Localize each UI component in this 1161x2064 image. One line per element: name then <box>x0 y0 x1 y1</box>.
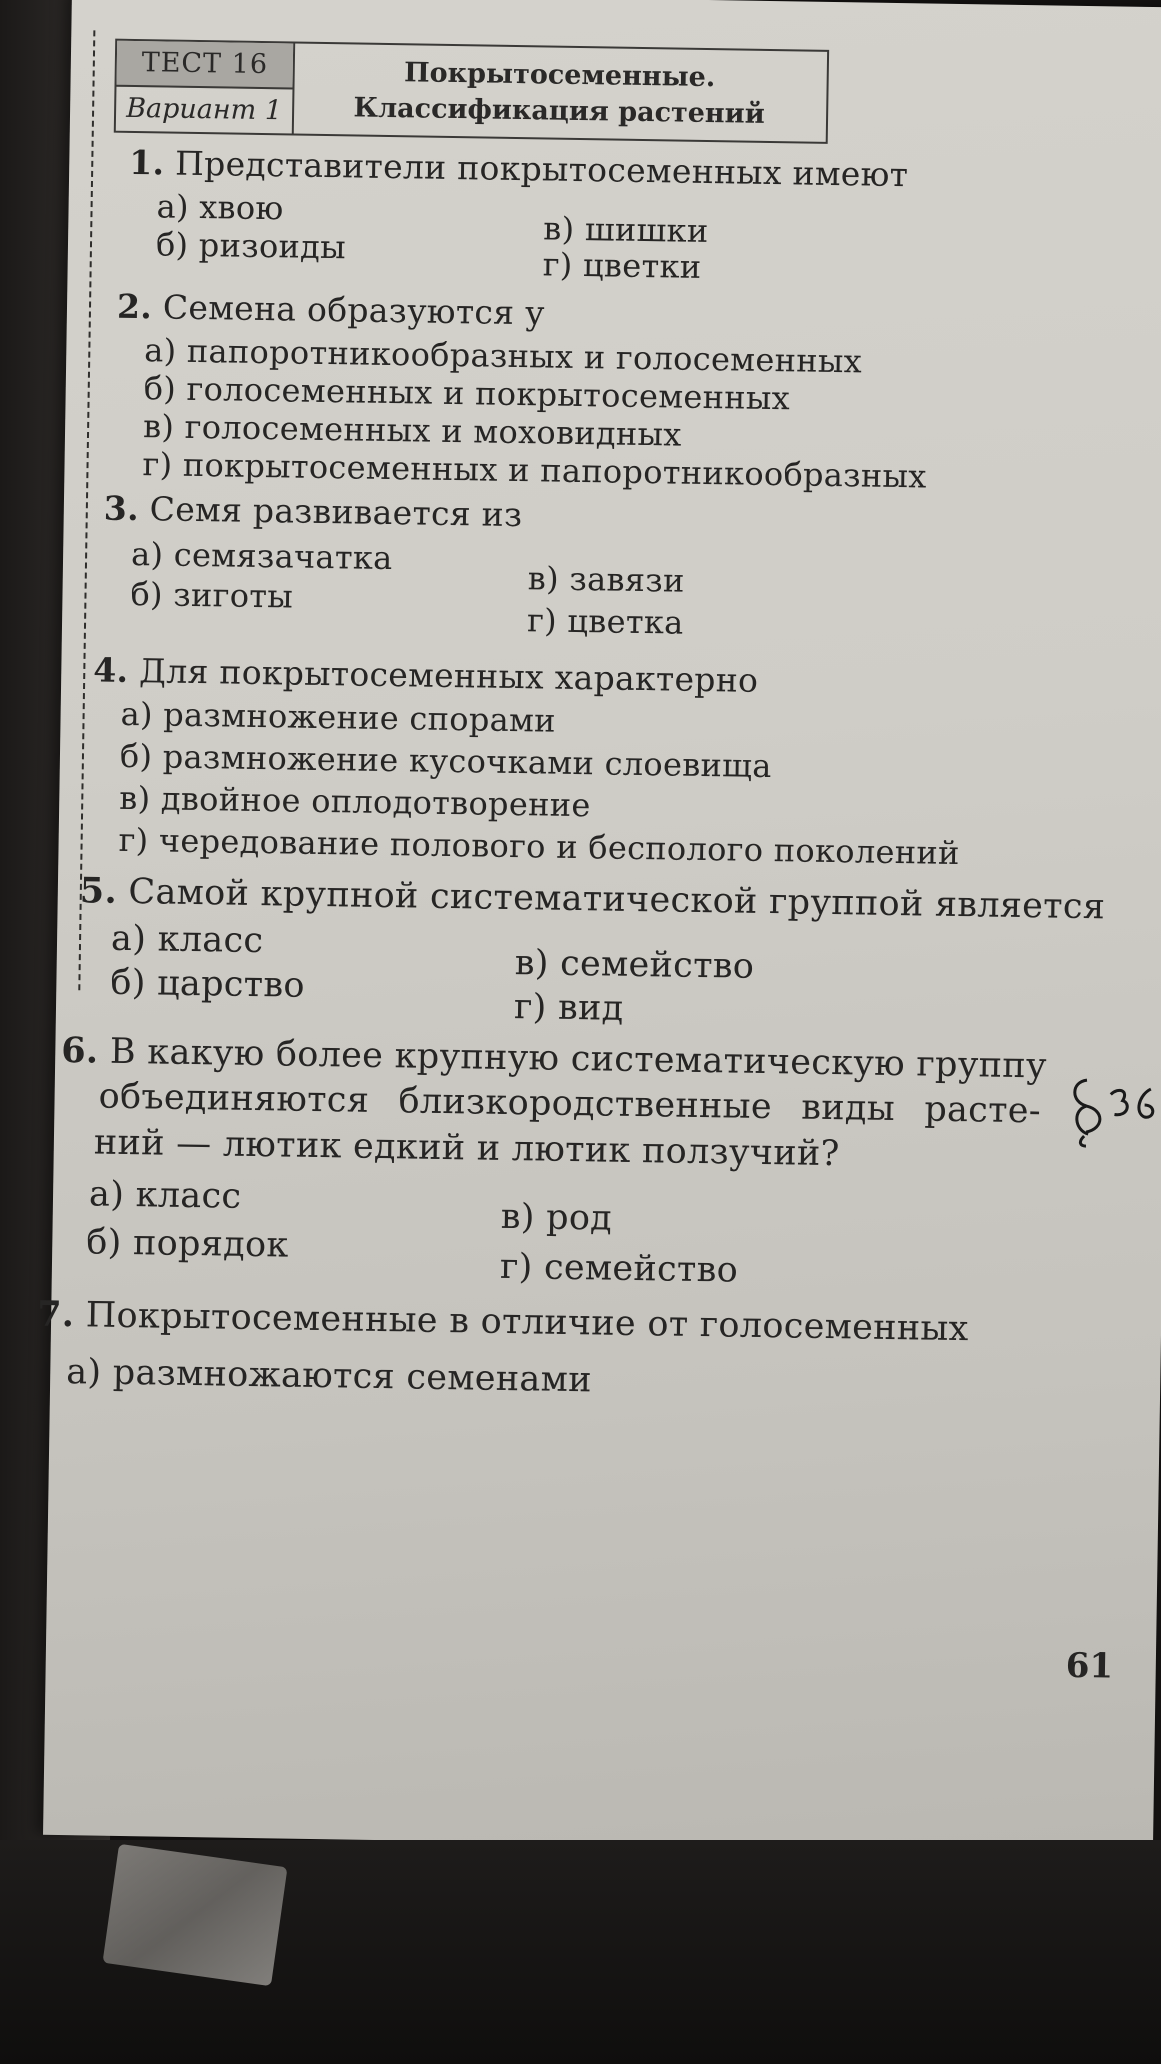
tape-piece <box>102 1844 287 1986</box>
option-g: г) чередование полового и бесполого поколений <box>118 820 960 873</box>
option-b: б) ризоиды <box>155 225 347 267</box>
test-number: ТЕСТ 16 <box>116 41 293 90</box>
option-b: б) царство <box>110 962 306 1006</box>
book-page <box>36 0 1161 1852</box>
question-text-line-2: объединяются близкородственные виды расте- <box>98 1076 1042 1132</box>
option-a: а) папоротникообразных и голосеменных <box>144 331 863 381</box>
option-g: г) покрытосеменных и папоротникообразных <box>142 445 927 496</box>
question-text-line-3: ний — лютик едкий и лютик ползучий? <box>93 1122 840 1175</box>
question-3 <box>104 489 523 535</box>
option-v: в) завязи <box>527 559 685 600</box>
question-number: 5. <box>79 870 118 912</box>
option-v: в) шишки <box>543 209 709 251</box>
option-a: а) размножаются семенами <box>65 1352 593 1401</box>
option-a: а) размножение спорами <box>120 694 557 740</box>
test-title <box>294 54 825 134</box>
question-5 <box>80 870 1106 927</box>
header-left-cell <box>116 41 295 134</box>
question-4 <box>93 650 759 699</box>
option-b: б) порядок <box>86 1222 289 1266</box>
question-number: 7. <box>36 1293 75 1336</box>
question-text-line-1: В какую более крупную систематическую группу <box>109 1031 1048 1087</box>
handwritten-note <box>1064 1072 1161 1154</box>
question-number: 3. <box>103 488 140 529</box>
option-b: б) размножение кусочками слоевища <box>119 736 772 786</box>
option-v: в) род <box>500 1196 613 1239</box>
question-7 <box>37 1294 969 1350</box>
option-g: г) цветки <box>542 245 702 286</box>
option-a: а) класс <box>110 918 264 962</box>
option-a: а) семязачатка <box>130 535 393 578</box>
option-b: б) голосеменных и покрытосеменных <box>143 369 791 418</box>
question-text: Представители покрытосеменных имеют <box>174 143 909 195</box>
option-a: а) класс <box>88 1174 242 1217</box>
question-1 <box>129 143 909 194</box>
option-b: б) зиготы <box>130 574 294 616</box>
test-title-line-2: Классификация растений <box>353 92 765 130</box>
question-text: Самой крупной систематической группой является <box>128 871 1106 928</box>
variant-label: Вариант 1 <box>125 92 283 127</box>
question-number: 6. <box>61 1029 99 1072</box>
option-v: в) двойное оплодотворение <box>119 778 591 825</box>
option-g: г) семейство <box>499 1246 739 1291</box>
question-text: Для покрытосеменных характерно <box>138 651 759 700</box>
option-g: г) вид <box>513 987 624 1029</box>
question-text: Покрытосеменные в отличие от голосеменных <box>85 1295 969 1350</box>
test-header-table <box>114 39 829 144</box>
test-title-line-1: Покрытосеменные. <box>403 57 716 94</box>
question-2 <box>117 287 545 333</box>
option-g: г) цветка <box>526 601 684 642</box>
question-number: 2. <box>116 286 153 327</box>
question-text: Семя развивается из <box>149 489 523 535</box>
option-a: а) хвою <box>156 187 284 228</box>
option-v: в) семейство <box>514 943 755 987</box>
page-number: 61 <box>1065 1645 1114 1687</box>
option-v: в) голосеменных и моховидных <box>142 407 682 454</box>
dashed-cut-line <box>78 30 95 990</box>
question-number: 1. <box>128 142 165 183</box>
question-text: Семена образуются у <box>162 287 546 333</box>
question-number: 4. <box>93 650 129 690</box>
